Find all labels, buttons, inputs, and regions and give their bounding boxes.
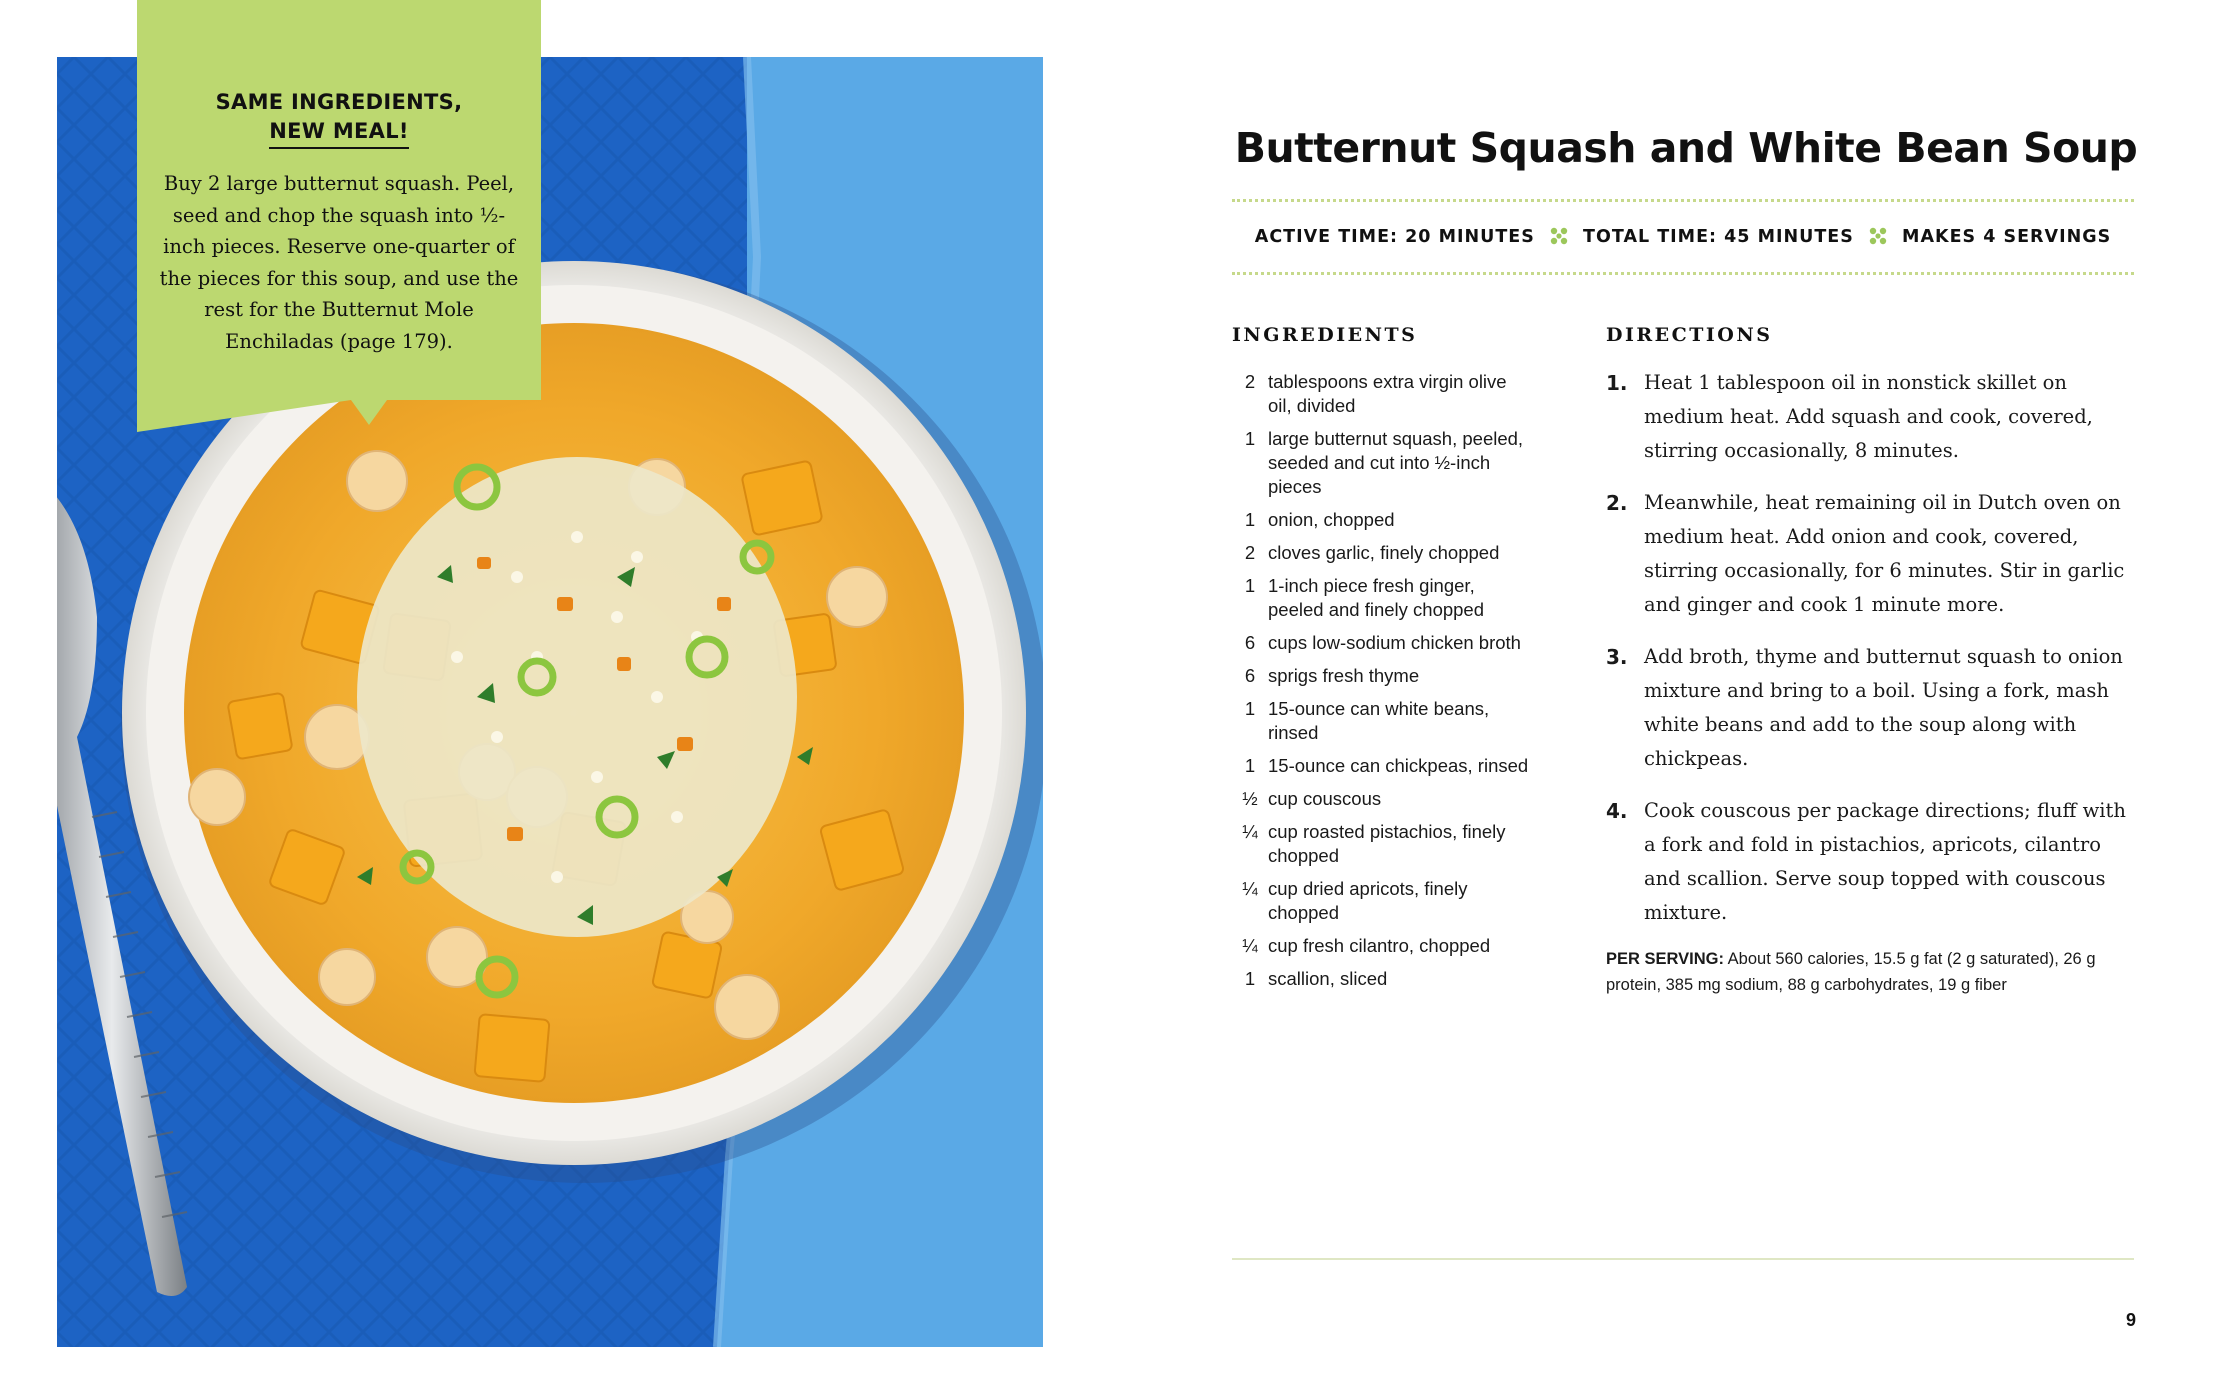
ingredient-item	[1232, 934, 1532, 958]
ingredient-text: onion, chopped	[1268, 509, 1395, 530]
direction-step	[1606, 794, 2136, 930]
step-number: 3.	[1606, 645, 1628, 669]
ingredient-qty: ¼	[1242, 878, 1258, 899]
ingredient-qty: ½	[1242, 788, 1258, 809]
ingredient-qty: 2	[1244, 371, 1256, 392]
ingredient-qty: 1	[1244, 509, 1256, 530]
ingredient-text: cloves garlic, finely chopped	[1268, 542, 1500, 563]
title-divider-top	[1232, 199, 2134, 202]
page-number: 9	[2125, 1310, 2136, 1330]
direction-step	[1606, 366, 2136, 468]
step-text: Add broth, thyme and butternut squash to onion mixture and bring to a boil. Using a fork, mash white beans and add to the soup along with chickpeas.	[1644, 645, 2123, 770]
ingredient-qty: 6	[1244, 665, 1256, 686]
ingredients-list	[1232, 370, 1532, 1000]
ingredient-text: 15-ounce can chickpeas, rinsed	[1268, 755, 1529, 776]
ingredient-text: cup fresh cilantro, chopped	[1268, 935, 1491, 956]
ingredient-item	[1232, 967, 1532, 991]
ingredient-item	[1232, 820, 1532, 868]
ingredient-item	[1232, 697, 1532, 745]
ingredient-qty: ¼	[1242, 821, 1258, 842]
ingredient-text: cup dried apricots, finely chopped	[1268, 878, 1468, 923]
recipe-title: Butternut Squash and White Bean Soup	[1234, 124, 2138, 172]
step-text: Cook couscous per package directions; fluff with a fork and fold in pistachios, apricots, cilantro and scallion. Serve soup topped with couscous mixture.	[1644, 799, 2126, 924]
callout-title-line1: SAME INGREDIENTS,	[215, 90, 463, 114]
ingredient-qty: 1	[1244, 698, 1256, 719]
ingredient-item	[1232, 877, 1532, 925]
per-serving-info	[1606, 946, 2136, 998]
title-divider-bottom	[1232, 272, 2134, 275]
ingredient-text: tablespoons extra virgin olive oil, divided	[1268, 371, 1507, 416]
ingredient-qty: 1	[1244, 428, 1256, 449]
ingredient-qty: ¼	[1242, 935, 1258, 956]
step-text: Heat 1 tablespoon oil in nonstick skillet on medium heat. Add squash and cook, covered, stirring occasionally, 8 minutes.	[1644, 371, 2093, 462]
ingredient-text: large butternut squash, peeled, seeded and cut into ½-inch pieces	[1268, 428, 1524, 497]
step-number: 2.	[1606, 491, 1628, 515]
ingredient-text: 15-ounce can white beans, rinsed	[1268, 698, 1490, 743]
green-x-icon	[1550, 227, 1568, 245]
ingredient-text: cup couscous	[1268, 788, 1382, 809]
servings: MAKES 4 SERVINGS	[1902, 227, 2112, 247]
ingredient-qty: 1	[1244, 575, 1256, 596]
ingredient-qty: 6	[1244, 632, 1256, 653]
total-time: TOTAL TIME: 45 MINUTES	[1583, 227, 1854, 247]
ingredient-item	[1232, 754, 1532, 778]
step-text: Meanwhile, heat remaining oil in Dutch oven on medium heat. Add onion and cook, covered, stirring occasionally, for 6 minutes. Stir in garlic and ginger and cook 1 minute more.	[1644, 491, 2125, 616]
same-ingredients-callout	[137, 0, 541, 432]
active-time: ACTIVE TIME: 20 MINUTES	[1254, 227, 1535, 247]
ingredient-text: scallion, sliced	[1268, 968, 1388, 989]
ingredient-item	[1232, 631, 1532, 655]
footer-rule	[1232, 1258, 2134, 1260]
recipe-meta	[1232, 227, 2134, 247]
callout-title	[137, 88, 541, 149]
directions-section	[1606, 366, 2136, 998]
direction-step	[1606, 640, 2136, 776]
ingredient-item	[1232, 427, 1532, 499]
ingredient-item	[1232, 787, 1532, 811]
ingredient-item	[1232, 664, 1532, 688]
directions-heading: DIRECTIONS	[1606, 324, 1773, 346]
ingredient-item	[1232, 508, 1532, 532]
step-number: 4.	[1606, 799, 1628, 823]
per-serving-label: PER SERVING:	[1606, 950, 1724, 968]
green-x-icon	[1869, 227, 1887, 245]
ingredient-qty: 1	[1244, 755, 1256, 776]
ingredients-heading: INGREDIENTS	[1232, 324, 1418, 346]
ingredient-qty: 2	[1244, 542, 1256, 563]
per-serving-text: About 560 calories, 15.5 g fat (2 g saturated), 26 g protein, 385 mg sodium, 88 g carbohydrates, 19 g fiber	[1606, 950, 2096, 994]
ingredient-item	[1232, 541, 1532, 565]
ingredient-text: sprigs fresh thyme	[1268, 665, 1420, 686]
direction-step	[1606, 486, 2136, 622]
step-number: 1.	[1606, 371, 1628, 395]
ingredient-text: 1-inch piece fresh ginger, peeled and finely chopped	[1268, 575, 1485, 620]
ingredient-text: cups low-sodium chicken broth	[1268, 632, 1521, 653]
ingredient-qty: 1	[1244, 968, 1256, 989]
callout-title-line2: NEW MEAL!	[269, 117, 409, 149]
directions-list	[1606, 366, 2136, 930]
ingredient-text: cup roasted pistachios, finely chopped	[1268, 821, 1506, 866]
callout-body: Buy 2 large butternut squash. Peel, seed and chop the squash into ½-inch pieces. Reserve one-quarter of the pieces for this soup, and use the rest for the Butternut Mole Enchiladas (page 179).	[159, 172, 519, 353]
ingredient-item	[1232, 574, 1532, 622]
ingredient-item	[1232, 370, 1532, 418]
